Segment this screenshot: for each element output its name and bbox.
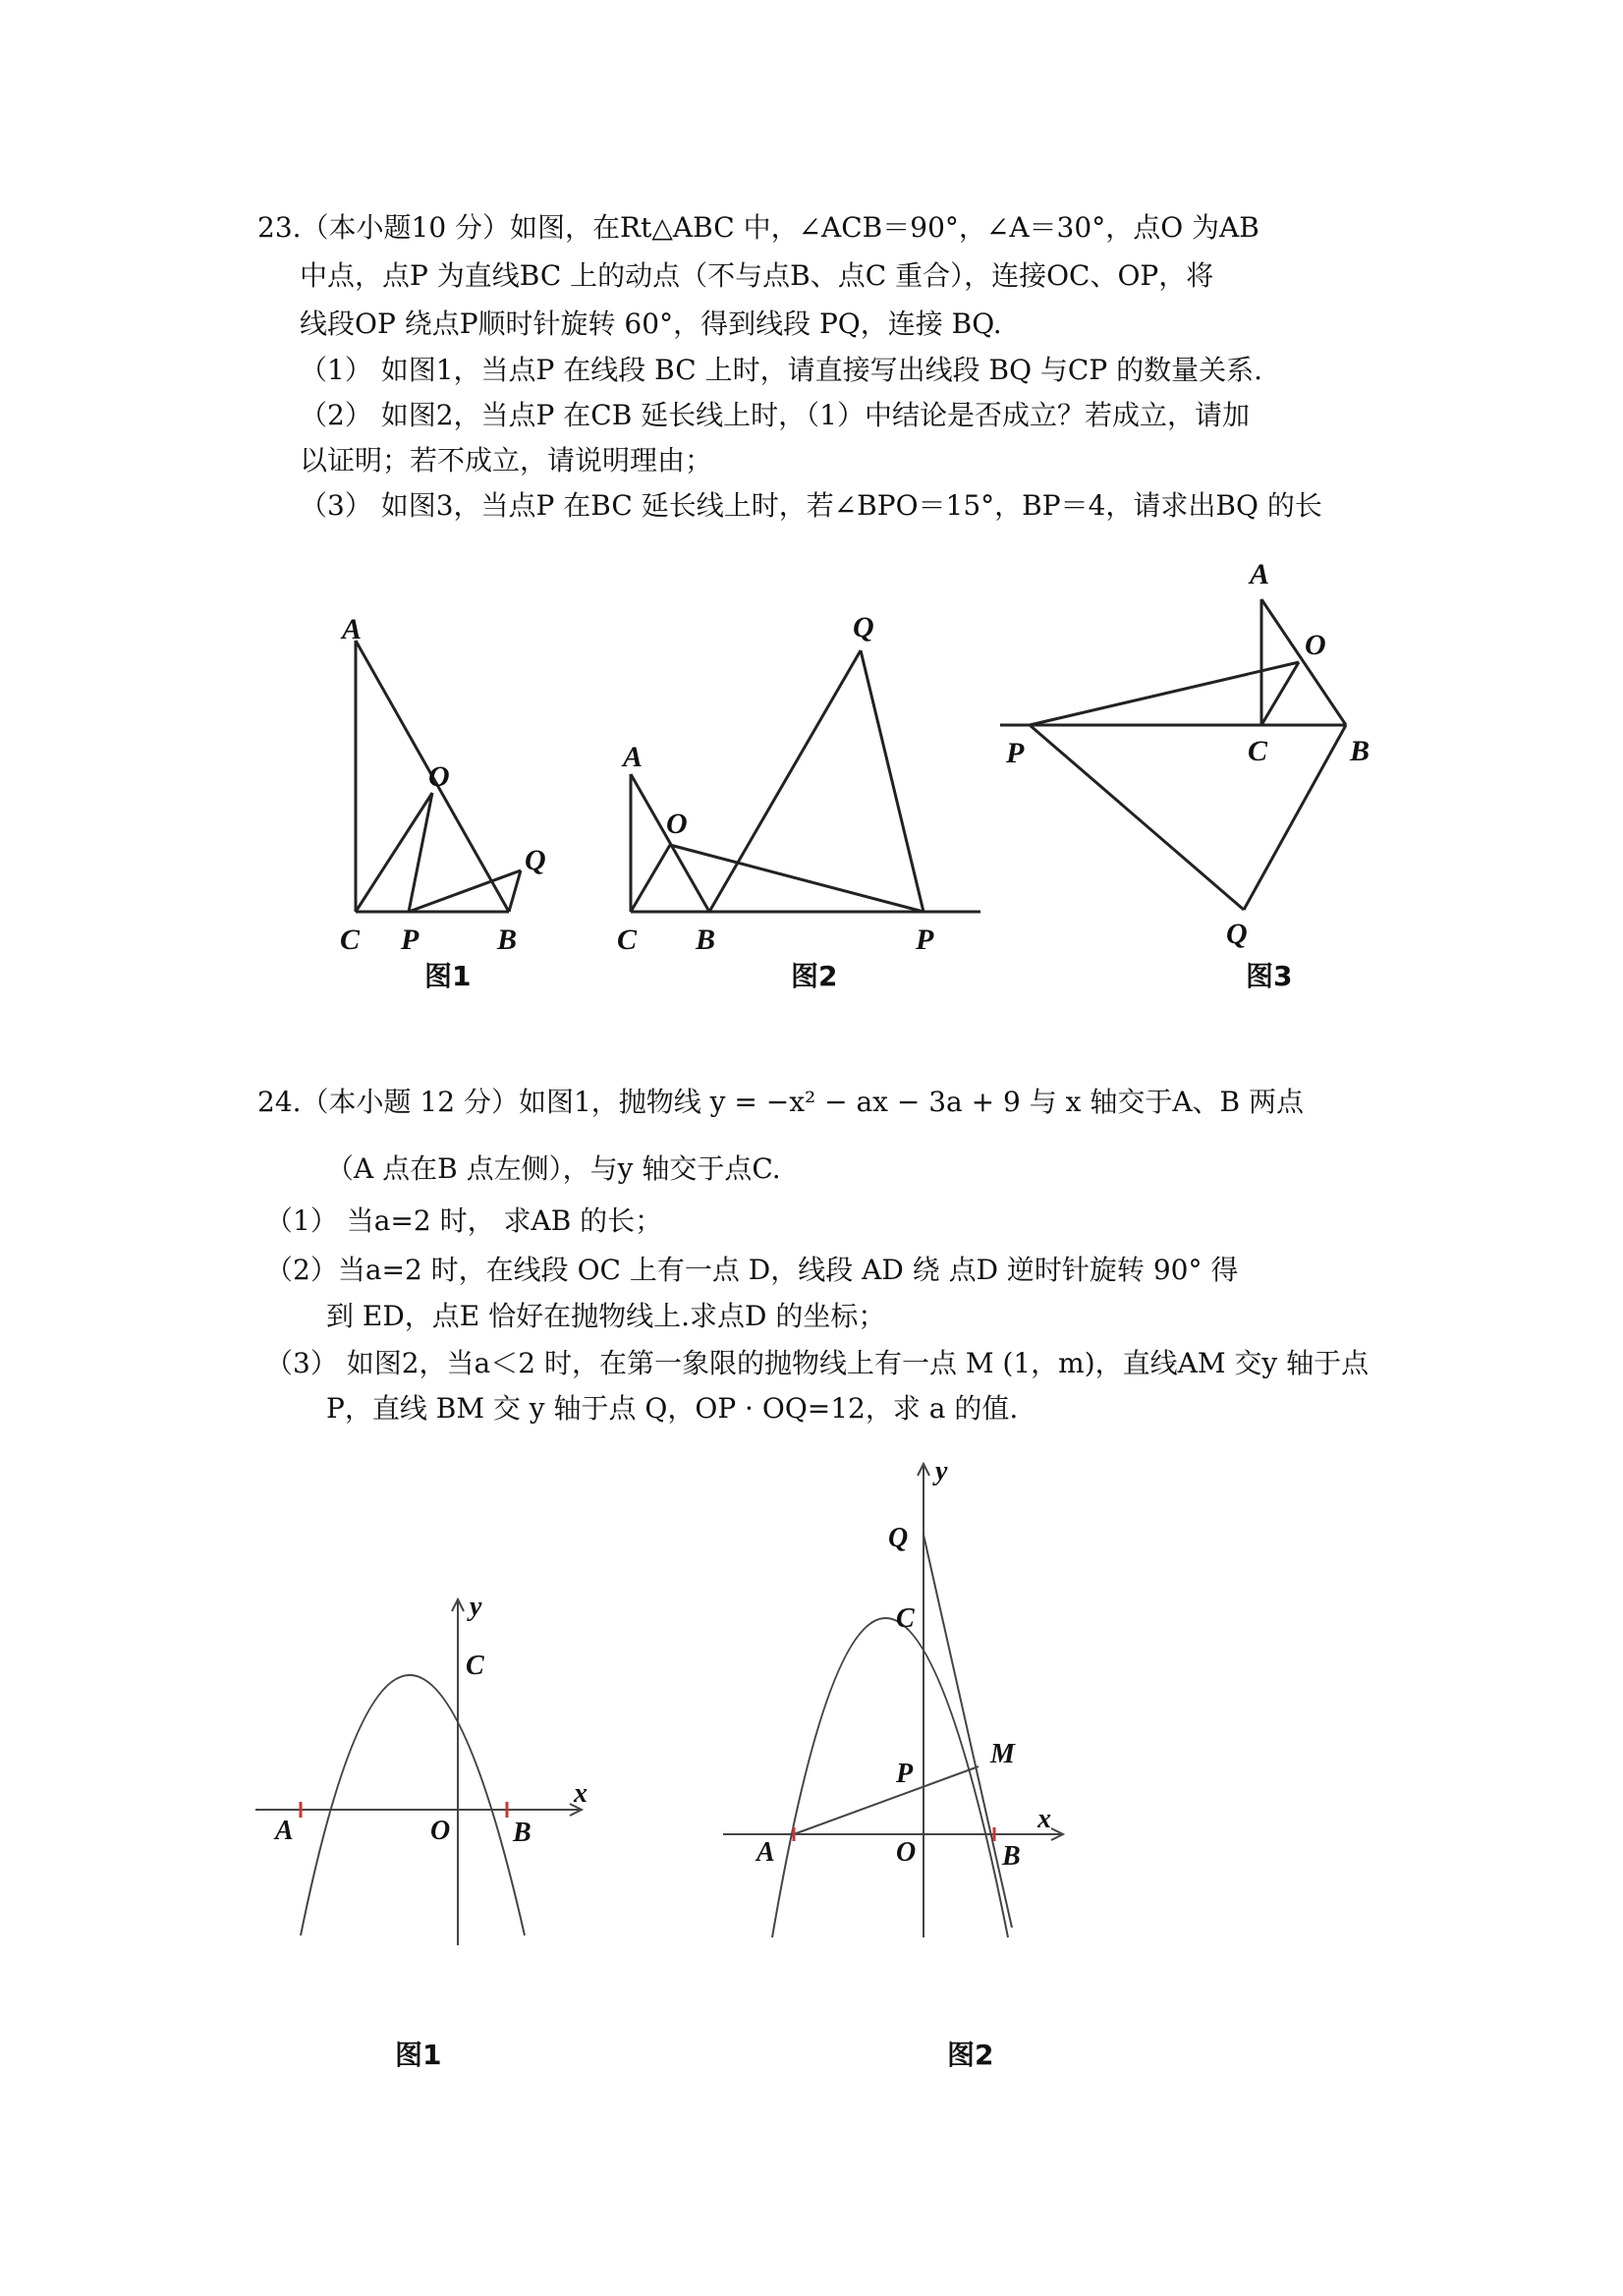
label-C: C xyxy=(466,1651,484,1681)
q23-line-4: （1） 如图1，当点P 在线段 BC 上时，请直接写出线段 BQ 与CP 的数量关系. xyxy=(300,354,1262,386)
label-M: M xyxy=(990,1739,1015,1769)
q24-line-3: （1） 当a=2 时， 求AB 的长； xyxy=(265,1204,663,1237)
q23-figure-3 xyxy=(992,550,1385,963)
label-P: P xyxy=(401,924,420,956)
q23-fig3-caption: 图3 xyxy=(1246,960,1293,992)
label-y: y xyxy=(470,1592,482,1622)
label-A: A xyxy=(342,619,363,645)
q23-line-5: （2） 如图2，当点P 在CB 延长线上时，（1）中结论是否成立？若成立，请加 xyxy=(300,399,1250,431)
q24-line-7: P，直线 BM 交 y 轴于点 Q，OP · OQ=12，求 a 的值. xyxy=(326,1392,1019,1425)
q24-line-5: 到 ED，点E 恰好在抛物线上.求点D 的坐标； xyxy=(326,1300,886,1332)
label-C: C xyxy=(340,924,361,956)
label-Q: Q xyxy=(525,844,546,876)
label-A: A xyxy=(1250,558,1270,590)
label-x: x xyxy=(1037,1804,1051,1834)
q23-figure-1 xyxy=(324,619,570,963)
q24-fig2-caption: 图2 xyxy=(947,2039,994,2071)
label-B: B xyxy=(696,924,716,953)
label-A: A xyxy=(275,1816,294,1846)
label-O: O xyxy=(666,808,688,840)
q23-fig1-caption: 图1 xyxy=(424,960,472,992)
q24-figure-2 xyxy=(717,1456,1110,1947)
label-B: B xyxy=(1002,1841,1021,1872)
q23-figure-2 xyxy=(609,609,987,953)
q24-line-2: （A 点在B 点左侧），与y 轴交于点C. xyxy=(326,1152,781,1185)
label-A: A xyxy=(623,741,644,773)
q23-line-7: （3） 如图3，当点P 在BC 延长线上时，若∠BPO＝15°，BP＝4，请求出BQ 的长 xyxy=(300,489,1322,522)
label-O: O xyxy=(430,1816,451,1846)
label-B: B xyxy=(513,1818,532,1848)
label-C: C xyxy=(1248,735,1268,767)
label-Q: Q xyxy=(1226,918,1248,950)
q23-line-2: 中点，点P 为直线BC 上的动点（不与点B、点C 重合），连接OC、OP，将 xyxy=(300,259,1214,292)
label-x: x xyxy=(574,1778,588,1809)
label-O: O xyxy=(896,1837,917,1868)
label-O: O xyxy=(1305,629,1326,661)
q23-line-1: 23.（本小题10 分）如图，在Rt△ABC 中，∠ACB＝90°，∠A＝30°，点O 为AB xyxy=(257,211,1259,244)
q23-line-6: 以证明；若不成立，请说明理由； xyxy=(300,444,713,476)
label-B: B xyxy=(1350,735,1371,767)
label-A: A xyxy=(756,1837,775,1868)
label-O: O xyxy=(428,760,450,793)
label-P: P xyxy=(1006,737,1025,769)
q24-fig1-caption: 图1 xyxy=(395,2039,442,2071)
label-C: C xyxy=(617,924,638,953)
q23-line-3: 线段OP 绕点P顺时针旋转 60°，得到线段 PQ，连接 BQ. xyxy=(300,308,1002,340)
label-Q: Q xyxy=(888,1523,909,1553)
label-Q: Q xyxy=(853,611,874,644)
label-C: C xyxy=(896,1603,915,1634)
label-P: P xyxy=(916,924,934,953)
q24-line-6: （3） 如图2，当a＜2 时，在第一象限的抛物线上有一点 M (1，m)，直线AM 交y 轴于点 xyxy=(265,1347,1370,1379)
label-B: B xyxy=(497,924,518,956)
q24-line-1: 24.（本小题 12 分）如图1，抛物线 y = −x² − ax − 3a + 9 与 x 轴交于A、B 两点 xyxy=(257,1086,1305,1118)
label-y: y xyxy=(935,1456,948,1486)
label-P: P xyxy=(896,1759,914,1789)
q24-figure-1 xyxy=(246,1592,599,1955)
q23-fig2-caption: 图2 xyxy=(791,960,838,992)
q24-line-4: （2）当a=2 时，在线段 OC 上有一点 D，线段 AD 绕 点D 逆时针旋转 90° 得 xyxy=(265,1254,1239,1286)
